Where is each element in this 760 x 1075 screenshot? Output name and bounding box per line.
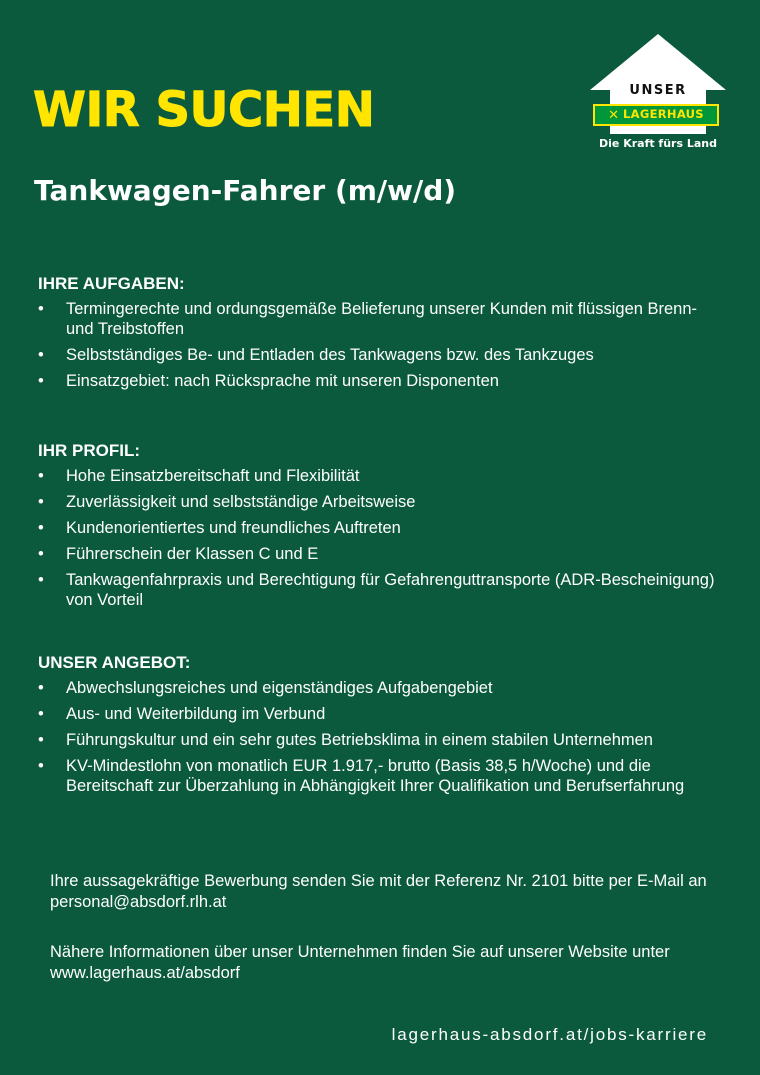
bullet-icon: • — [38, 545, 44, 563]
bullet-icon: • — [38, 519, 44, 537]
list-item — [38, 756, 718, 796]
list-item-text: Hohe Einsatzbereitschaft und Flexibilität — [66, 467, 360, 485]
list-item — [38, 299, 718, 339]
bullet-icon: • — [38, 300, 44, 318]
profil-list — [38, 466, 718, 610]
section-title-profil: IHR PROFIL: — [38, 441, 140, 460]
list-item-text: Tankwagenfahrpraxis und Berechtigung für Gefahrenguttransporte (ADR-Bescheinigung) von Vorteil — [66, 571, 715, 609]
list-item-text: Kundenorientiertes und freundliches Auftreten — [66, 519, 401, 537]
list-item-text: KV-Mindestlohn von monatlich EUR 1.917,- brutto (Basis 38,5 h/Woche) und die Bereitschaft zur Überzahlung in Abhängigkeit Ihrer Qualifikation und Berufserfahrung — [66, 757, 685, 795]
info-paragraph: Nähere Informationen über unser Unternehmen finden Sie auf unserer Website unter www.lagerhaus.at/absdorf — [50, 943, 670, 982]
list-item — [38, 678, 718, 698]
bullet-icon: • — [38, 346, 44, 364]
list-item-text: Führerschein der Klassen C und E — [66, 545, 319, 563]
bullet-icon: • — [38, 679, 44, 697]
angebot-list — [38, 678, 718, 796]
raiffeisen-cross-icon: ✕ — [608, 107, 620, 123]
bullet-icon: • — [38, 493, 44, 511]
list-item-text: Selbstständiges Be- und Entladen des Tankwagens bzw. des Tankzuges — [66, 346, 594, 364]
headline: WIR SUCHEN — [33, 82, 375, 138]
bullet-icon: • — [38, 757, 44, 775]
bullet-icon: • — [38, 571, 44, 589]
logo-lagerhaus-text: LAGERHAUS — [623, 107, 704, 122]
aufgaben-list — [38, 299, 718, 391]
list-item — [38, 544, 718, 564]
logo-lagerhaus-bar — [593, 104, 719, 126]
logo-unser-text: UNSER — [629, 83, 687, 98]
job-title: Tankwagen-Fahrer (m/w/d) — [34, 174, 457, 207]
list-item — [38, 704, 718, 724]
section-profil — [38, 440, 718, 616]
list-item — [38, 570, 718, 610]
section-angebot — [38, 652, 718, 802]
logo-tagline: Die Kraft fürs Land — [599, 137, 717, 150]
section-title-aufgaben: IHRE AUFGABEN: — [38, 274, 185, 293]
list-item — [38, 730, 718, 750]
list-item — [38, 345, 718, 365]
list-item-text: Zuverlässigkeit und selbstständige Arbeitsweise — [66, 493, 416, 511]
list-item-text: Termingerechte und ordungsgemäße Belieferung unserer Kunden mit flüssigen Brenn- und Treibstoffen — [66, 300, 698, 338]
list-item-text: Führungskultur und ein sehr gutes Betriebsklima in einem stabilen Unternehmen — [66, 731, 653, 749]
lagerhaus-logo — [588, 34, 728, 156]
list-item — [38, 466, 718, 486]
list-item — [38, 492, 718, 512]
section-title-angebot: UNSER ANGEBOT: — [38, 653, 191, 672]
list-item-text: Einsatzgebiet: nach Rücksprache mit unseren Disponenten — [66, 372, 499, 390]
list-item — [38, 518, 718, 538]
section-aufgaben — [38, 273, 718, 397]
bullet-icon: • — [38, 705, 44, 723]
list-item-text: Aus- und Weiterbildung im Verbund — [66, 705, 326, 723]
bullet-icon: • — [38, 372, 44, 390]
list-item-text: Abwechslungsreiches und eigenständiges Aufgabengebiet — [66, 679, 493, 697]
list-item — [38, 371, 718, 391]
application-paragraph: Ihre aussagekräftige Bewerbung senden Sie mit der Referenz Nr. 2101 bitte per E-Mail an personal@absdorf.rlh.at — [50, 872, 707, 911]
footer-url-link[interactable]: lagerhaus-absdorf.at/jobs-karriere — [391, 1025, 708, 1044]
bullet-icon: • — [38, 467, 44, 485]
bullet-icon: • — [38, 731, 44, 749]
